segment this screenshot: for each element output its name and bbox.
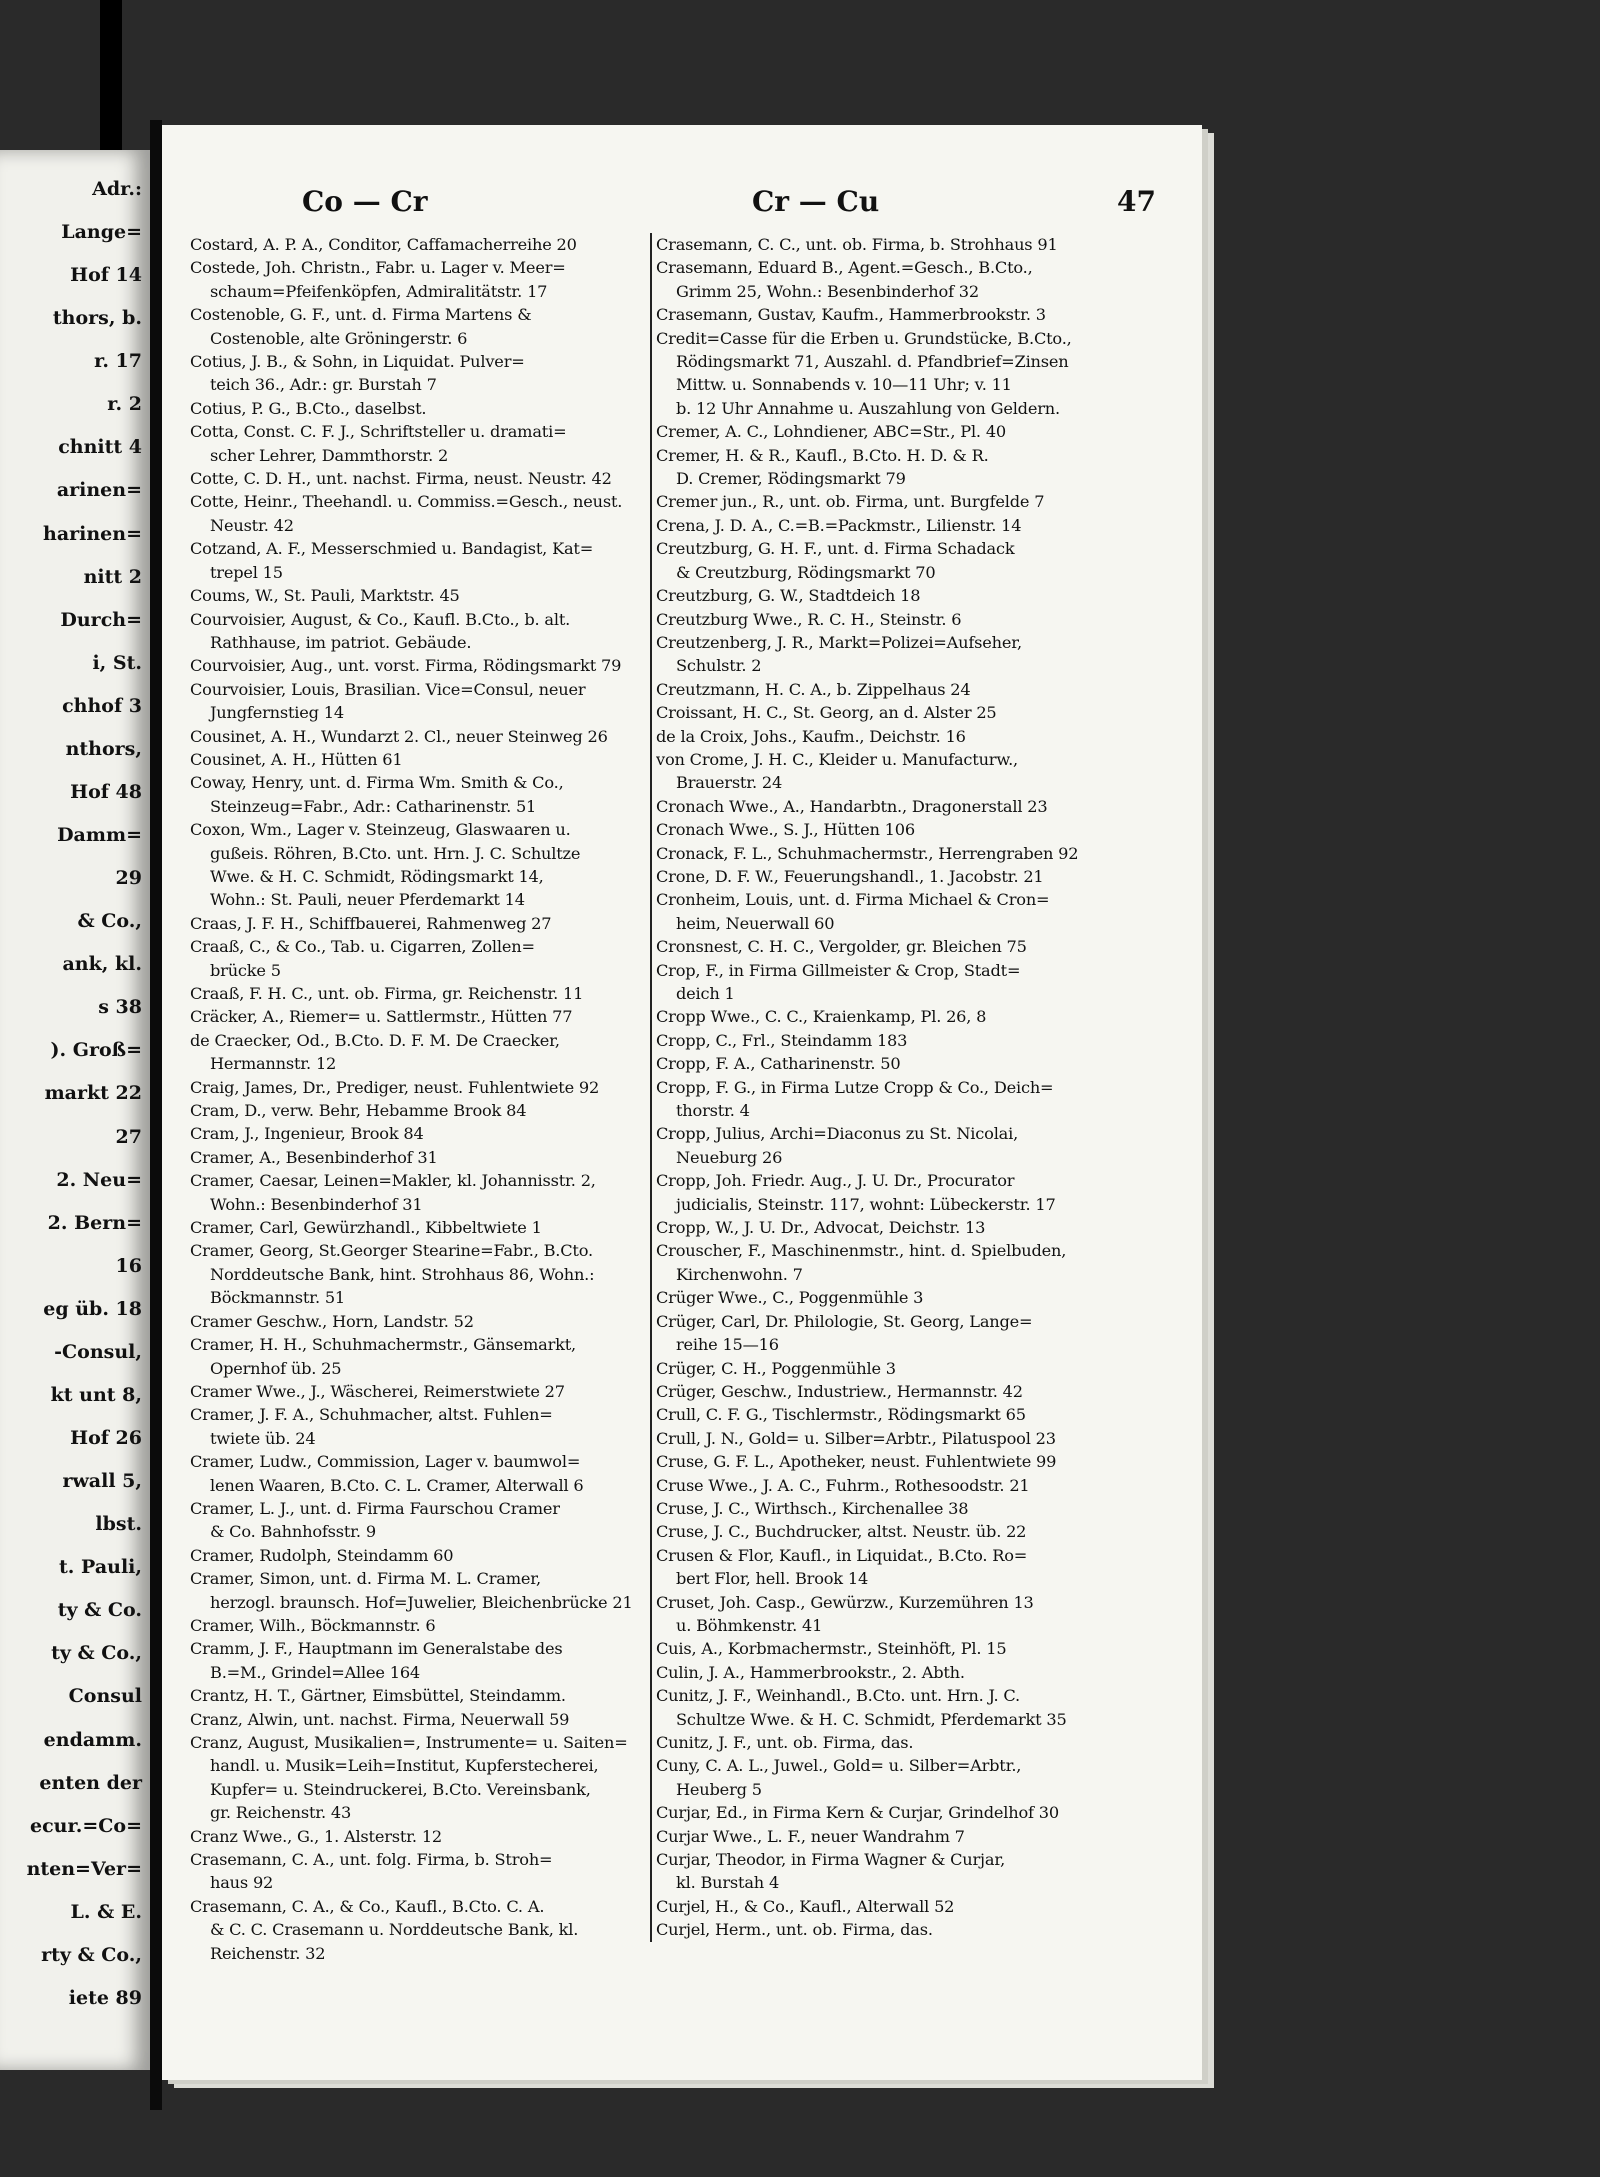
directory-entry <box>656 631 1176 678</box>
directory-entry <box>190 982 670 1005</box>
header-range-right: Cr — Cu <box>752 185 880 218</box>
directory-entry <box>190 912 670 935</box>
directory-entry <box>656 1474 1176 1497</box>
left-page-text: r. 17 <box>94 350 142 373</box>
page-header <box>162 185 1202 225</box>
entry-line: Creutzenberg, J. R., Markt=Polizei=Aufseher, <box>656 632 1022 652</box>
entry-line: b. 12 Uhr Annahme u. Auszahlung von Geldern. <box>676 398 1060 418</box>
directory-entry <box>656 748 1176 795</box>
directory-entry <box>656 842 1176 865</box>
entry-line: Cramer, Carl, Gewürzhandl., Kibbeltwiete 1 <box>190 1218 542 1238</box>
entry-line: u. Böhmkenstr. 41 <box>676 1615 823 1635</box>
entry-line: Cramer, H. H., Schuhmachermstr., Gänsemarkt, <box>190 1335 577 1355</box>
entry-line: Crouscher, F., Maschinenmstr., hint. d. Spielbuden, <box>656 1241 1067 1261</box>
directory-entry <box>190 1169 670 1216</box>
entry-line: Curjar, Ed., in Firma Kern & Curjar, Grindelhof 30 <box>656 1803 1059 1823</box>
entry-line: Cotte, C. D. H., unt. nachst. Firma, neust. Neustr. 42 <box>190 469 612 489</box>
directory-entry <box>190 584 670 607</box>
directory-entry <box>190 303 670 350</box>
directory-entry <box>656 1403 1176 1426</box>
entry-line: Cropp, Julius, Archi=Diaconus zu St. Nicolai, <box>656 1124 1019 1144</box>
left-page-text: 2. Neu= <box>56 1168 142 1191</box>
directory-entry <box>656 327 1176 421</box>
entry-line: Crop, F., in Firma Gillmeister & Crop, Stadt= <box>656 960 1021 980</box>
entry-line: teich 36., Adr.: gr. Burstah 7 <box>210 375 437 395</box>
directory-entry <box>656 1637 1176 1660</box>
left-page-text: ). Groß= <box>50 1039 142 1062</box>
left-page-text: & Co., <box>77 910 142 933</box>
entry-line: Cuny, C. A. L., Juwel., Gold= u. Silber=Arbtr., <box>656 1756 1022 1776</box>
directory-entry <box>656 1918 1176 1941</box>
entry-line: Cram, J., Ingenieur, Brook 84 <box>190 1124 424 1144</box>
left-page-text: rwall 5, <box>62 1470 142 1493</box>
directory-entry <box>190 748 670 771</box>
directory-entry <box>190 1848 670 1895</box>
entry-line: Cropp, C., Frl., Steindamm 183 <box>656 1030 908 1050</box>
directory-entry <box>190 1333 670 1380</box>
entry-line: Craaß, C., & Co., Tab. u. Cigarren, Zollen= <box>190 937 535 957</box>
left-page-text: thors, b. <box>52 307 142 330</box>
directory-page <box>162 125 1202 2080</box>
entry-line: Cramer, A., Besenbinderhof 31 <box>190 1147 438 1167</box>
entry-line: Cranz, August, Musikalien=, Instrumente= u. Saiten= <box>190 1733 628 1752</box>
directory-entry <box>656 608 1176 631</box>
entry-line: Cruset, Joh. Casp., Gewürzw., Kurzemühren 13 <box>656 1592 1034 1612</box>
left-page-text: lbst. <box>95 1513 142 1536</box>
directory-entry <box>190 467 670 490</box>
entry-line: Creutzmann, H. C. A., b. Zippelhaus 24 <box>656 679 971 699</box>
entry-line: Reichenstr. 32 <box>210 1943 326 1963</box>
spine-bar <box>100 0 122 150</box>
entry-line: Cotius, P. G., B.Cto., daselbst. <box>190 398 427 418</box>
page-gutter <box>150 120 162 2110</box>
left-page-text: markt 22 <box>44 1082 142 1105</box>
left-page-text: ank, kl. <box>62 953 142 976</box>
entry-line: Cropp, F. G., in Firma Lutze Cropp & Co., Deich= <box>656 1077 1054 1097</box>
entry-line: Craig, James, Dr., Prediger, neust. Fuhlentwiete 92 <box>190 1077 600 1097</box>
entry-line: Credit=Casse für die Erben u. Grundstücke, B.Cto., <box>656 328 1072 348</box>
entry-line: Brauerstr. 24 <box>676 773 783 793</box>
directory-entry <box>190 1310 670 1333</box>
entry-line: Costard, A. P. A., Conditor, Caffamacherreihe 20 <box>190 235 577 254</box>
entry-line: Courvoisier, August, & Co., Kaufl. B.Cto., b. alt. <box>190 609 571 629</box>
left-page-text: Hof 26 <box>70 1427 142 1450</box>
entry-line: Schulstr. 2 <box>676 656 762 676</box>
entry-line: Cramer, Wilh., Böckmannstr. 6 <box>190 1615 436 1635</box>
entry-line: Crüger, Carl, Dr. Philologie, St. Georg, Lange= <box>656 1311 1033 1331</box>
entry-line: Costede, Joh. Christn., Fabr. u. Lager v. Meer= <box>190 258 566 278</box>
directory-entry <box>190 818 670 912</box>
entry-line: Coxon, Wm., Lager v. Steinzeug, Glaswaaren u. <box>190 820 571 840</box>
entry-line: Cramer Geschw., Horn, Landstr. 52 <box>190 1311 474 1331</box>
directory-entry <box>190 1825 670 1848</box>
entry-line: Crasemann, C. C., unt. ob. Firma, b. Strohhaus 91 <box>656 235 1058 254</box>
left-page-text: i, St. <box>92 651 142 674</box>
entry-line: brücke 5 <box>210 960 281 980</box>
directory-entry <box>656 865 1176 888</box>
directory-entry <box>656 1380 1176 1403</box>
left-page-text: enten der <box>39 1771 142 1794</box>
entry-line: Cropp, Joh. Friedr. Aug., J. U. Dr., Procurator <box>656 1171 1015 1191</box>
left-page-text: nten=Ver= <box>26 1857 142 1880</box>
entry-line: haus 92 <box>210 1873 274 1893</box>
entry-line: Cremer, A. C., Lohndiener, ABC=Str., Pl. 40 <box>656 422 1007 442</box>
entry-line: Cräcker, A., Riemer= u. Sattlermstr., Hütten 77 <box>190 1007 573 1027</box>
directory-entry <box>656 420 1176 443</box>
entry-line: Curjar, Theodor, in Firma Wagner & Curjar, <box>656 1850 1006 1870</box>
directory-entry <box>190 256 670 303</box>
left-page-text: kt unt 8, <box>50 1383 142 1406</box>
entry-line: Crusen & Flor, Kaufl., in Liquidat., B.Cto. Ro= <box>656 1545 1028 1565</box>
entry-line: Curjar Wwe., L. F., neuer Wandrahm 7 <box>656 1826 965 1846</box>
entry-line: & Co. Bahnhofsstr. 9 <box>210 1522 376 1542</box>
directory-entry <box>190 1684 670 1707</box>
entry-line: Cramer, Georg, St.Georger Stearine=Fabr., B.Cto. <box>190 1241 593 1261</box>
directory-entry <box>190 1497 670 1544</box>
entry-line: Crantz, H. T., Gärtner, Eimsbüttel, Steindamm. <box>190 1686 566 1706</box>
entry-line: Crasemann, Gustav, Kaufm., Hammerbrookstr. 3 <box>656 305 1046 325</box>
entry-line: Wohn.: Besenbinderhof 31 <box>210 1194 423 1214</box>
directory-entry <box>656 1122 1176 1169</box>
entry-line: deich 1 <box>676 984 735 1003</box>
entry-line: Cremer, H. & R., Kaufl., B.Cto. H. D. & R. <box>656 445 989 465</box>
entry-line: Schultze Wwe. & H. C. Schmidt, Pferdemarkt 35 <box>676 1709 1067 1729</box>
directory-entry <box>190 1544 670 1567</box>
entry-line: thorstr. 4 <box>676 1101 750 1121</box>
left-page-fragment <box>0 150 150 2070</box>
directory-entry <box>656 490 1176 513</box>
directory-entry <box>190 1216 670 1239</box>
left-page-text: ty & Co., <box>51 1642 142 1665</box>
left-page-text: endamm. <box>43 1728 142 1751</box>
left-page-text: s 38 <box>98 996 142 1019</box>
directory-entry <box>190 397 670 420</box>
entry-line: & Creutzburg, Rödingsmarkt 70 <box>676 562 936 582</box>
directory-entry <box>190 537 670 584</box>
entry-line: Creutzburg, G. H. F., unt. d. Firma Schadack <box>656 539 1015 559</box>
entry-line: Cramer, Caesar, Leinen=Makler, kl. Johannisstr. 2, <box>190 1171 596 1191</box>
entry-line: Cruse Wwe., J. A. C., Fuhrm., Rothesoodstr. 21 <box>656 1475 1030 1495</box>
entry-line: gr. Reichenstr. 43 <box>210 1803 352 1823</box>
entry-line: Grimm 25, Wohn.: Besenbinderhof 32 <box>676 281 979 301</box>
entry-line: Coway, Henry, unt. d. Firma Wm. Smith & Co., <box>190 773 564 793</box>
entry-line: Crull, C. F. G., Tischlermstr., Rödingsmarkt 65 <box>656 1405 1026 1425</box>
left-column <box>190 233 670 1965</box>
left-page-text: L. & E. <box>70 1900 142 1923</box>
entry-line: Coums, W., St. Pauli, Marktstr. 45 <box>190 586 460 606</box>
left-page-text: nitt 2 <box>83 565 142 588</box>
header-range-left: Co — Cr <box>302 185 428 218</box>
directory-entry <box>190 1731 670 1825</box>
directory-entry <box>656 1661 1176 1684</box>
entry-line: Cremer jun., R., unt. ob. Firma, unt. Burgfelde 7 <box>656 492 1045 512</box>
left-page-text: ty & Co. <box>57 1599 142 1622</box>
directory-entry <box>656 1825 1176 1848</box>
entry-line: Cramer Wwe., J., Wäscherei, Reimerstwiete 27 <box>190 1381 565 1401</box>
directory-entry <box>656 888 1176 935</box>
entry-line: Cram, D., verw. Behr, Hebamme Brook 84 <box>190 1101 527 1121</box>
left-page-text: chnitt 4 <box>58 436 142 459</box>
entry-line: Neustr. 42 <box>210 515 294 535</box>
entry-line: kl. Burstah 4 <box>676 1873 780 1893</box>
directory-entry <box>656 1591 1176 1638</box>
entry-line: Culin, J. A., Hammerbrookstr., 2. Abth. <box>656 1662 965 1682</box>
directory-entry <box>656 303 1176 326</box>
directory-entry <box>190 1450 670 1497</box>
directory-entry <box>656 537 1176 584</box>
entry-line: Cotzand, A. F., Messerschmied u. Bandagist, Kat= <box>190 539 594 559</box>
entry-line: Cranz Wwe., G., 1. Alsterstr. 12 <box>190 1826 443 1846</box>
directory-entry <box>190 935 670 982</box>
entry-line: Courvoisier, Louis, Brasilian. Vice=Consul, neuer <box>190 679 586 699</box>
entry-line: Craaß, F. H. C., unt. ob. Firma, gr. Reichenstr. 11 <box>190 984 584 1003</box>
entry-line: Cousinet, A. H., Wundarzt 2. Cl., neuer Steinweg 26 <box>190 726 608 746</box>
entry-line: Cramer, J. F. A., Schuhmacher, altst. Fuhlen= <box>190 1405 553 1425</box>
entry-line: Cronach Wwe., A., Handarbtn., Dragonerstall 23 <box>656 796 1048 816</box>
entry-line: Mittw. u. Sonnabends v. 10—11 Uhr; v. 11 <box>676 375 1012 395</box>
entry-line: Opernhof üb. 25 <box>210 1358 342 1378</box>
entry-line: Croissant, H. C., St. Georg, an d. Alster 25 <box>656 703 997 723</box>
entry-line: Heuberg 5 <box>676 1779 762 1799</box>
directory-entry <box>656 1497 1176 1520</box>
entry-line: Hermannstr. 12 <box>210 1054 337 1074</box>
directory-entry <box>190 1567 670 1614</box>
entry-line: Crasemann, Eduard B., Agent.=Gesch., B.Cto., <box>656 258 1033 278</box>
directory-entry <box>656 1754 1176 1801</box>
entry-line: Cotius, J. B., & Sohn, in Liquidat. Pulver= <box>190 352 525 372</box>
entry-line: de Craecker, Od., B.Cto. D. F. M. De Craecker, <box>190 1030 560 1050</box>
directory-entry <box>656 959 1176 1006</box>
entry-line: Rödingsmarkt 71, Auszahl. d. Pfandbrief=Zinsen <box>676 352 1069 372</box>
entry-line: Cunitz, J. F., unt. ob. Firma, das. <box>656 1733 914 1752</box>
left-page-text: t. Pauli, <box>59 1556 142 1579</box>
directory-entry <box>190 1708 670 1731</box>
entry-line: lenen Waaren, B.Cto. C. L. Cramer, Alterwall 6 <box>210 1475 584 1495</box>
entry-line: Cropp, W., J. U. Dr., Advocat, Deichstr. 13 <box>656 1218 986 1238</box>
entry-line: Cranz, Alwin, unt. nachst. Firma, Neuerwall 59 <box>190 1709 570 1729</box>
entry-line: Costenoble, alte Gröningerstr. 6 <box>210 328 468 348</box>
left-page-text: harinen= <box>43 522 142 545</box>
directory-entry <box>190 1099 670 1122</box>
entry-line: Jungfernstieg 14 <box>210 703 344 723</box>
directory-entry <box>190 608 670 655</box>
entry-line: Steinzeug=Fabr., Adr.: Catharinenstr. 51 <box>210 796 537 816</box>
directory-entry <box>190 350 670 397</box>
entry-line: herzogl. braunsch. Hof=Juwelier, Bleichenbrücke 21 <box>210 1592 633 1612</box>
directory-entry <box>656 1239 1176 1286</box>
directory-entry <box>656 1005 1176 1028</box>
directory-entry <box>656 678 1176 701</box>
entry-line: B.=M., Grindel=Allee 164 <box>210 1662 421 1682</box>
directory-entry <box>190 725 670 748</box>
directory-entry <box>656 584 1176 607</box>
directory-entry <box>190 1239 670 1309</box>
directory-entry <box>190 1403 670 1450</box>
entry-line: Cruse, G. F. L., Apotheker, neust. Fuhlentwiete 99 <box>656 1452 1057 1472</box>
entry-line: Cotte, Heinr., Theehandl. u. Commiss.=Gesch., neust. <box>190 492 623 512</box>
left-page-text: rty & Co., <box>41 1943 142 1966</box>
left-page-text: Durch= <box>60 608 142 631</box>
entry-line: Cropp Wwe., C. C., Kraienkamp, Pl. 26, 8 <box>656 1007 987 1027</box>
entry-line: Cruse, J. C., Wirthsch., Kirchenallee 38 <box>656 1498 969 1518</box>
left-page-text: nthors, <box>65 737 142 760</box>
left-page-text: 27 <box>115 1125 142 1148</box>
directory-entry <box>656 233 1176 256</box>
entry-line: heim, Neuerwall 60 <box>676 913 835 933</box>
left-page-text: chhof 3 <box>62 694 142 717</box>
directory-entry <box>190 1380 670 1403</box>
directory-entry <box>656 444 1176 491</box>
entry-line: scher Lehrer, Dammthorstr. 2 <box>210 445 449 465</box>
directory-entry <box>656 1357 1176 1380</box>
directory-entry <box>656 1848 1176 1895</box>
entry-line: Curjel, H., & Co., Kaufl., Alterwall 52 <box>656 1896 955 1916</box>
entry-line: Norddeutsche Bank, hint. Strohhaus 86, Wohn.: <box>210 1264 595 1284</box>
entry-line: judicialis, Steinstr. 117, wohnt: Lübeckerstr. 17 <box>676 1194 1056 1214</box>
entry-line: Crull, J. N., Gold= u. Silber=Arbtr., Pilatuspool 23 <box>656 1428 1056 1448</box>
left-page-text: Hof 14 <box>70 264 142 287</box>
directory-entry <box>190 1614 670 1637</box>
entry-line: Crone, D. F. W., Feuerungshandl., 1. Jacobstr. 21 <box>656 866 1044 886</box>
directory-entry <box>190 678 670 725</box>
entry-line: Wohn.: St. Pauli, neuer Pferdemarkt 14 <box>210 890 525 910</box>
directory-entry <box>656 725 1176 748</box>
entry-line: de la Croix, Johs., Kaufm., Deichstr. 16 <box>656 726 966 746</box>
directory-entry <box>190 654 670 677</box>
directory-entry <box>656 256 1176 303</box>
directory-entry <box>656 818 1176 841</box>
directory-entry <box>190 1146 670 1169</box>
entry-line: Kupfer= u. Steindruckerei, B.Cto. Vereinsbank, <box>210 1779 591 1799</box>
directory-entry <box>190 771 670 818</box>
directory-entry <box>656 1076 1176 1123</box>
directory-entry <box>190 1637 670 1684</box>
directory-entry <box>656 701 1176 724</box>
left-page-text: 29 <box>115 867 142 890</box>
entry-line: Costenoble, G. F., unt. d. Firma Martens & <box>190 305 532 325</box>
page-number: 47 <box>1117 185 1156 218</box>
directory-entry <box>190 233 670 256</box>
directory-entry <box>656 1731 1176 1754</box>
entry-line: & C. C. Crasemann u. Norddeutsche Bank, kl. <box>210 1920 579 1940</box>
entry-line: Creutzburg Wwe., R. C. H., Steinstr. 6 <box>656 609 962 629</box>
entry-line: gußeis. Röhren, B.Cto. unt. Hrn. J. C. Schultze <box>210 843 581 863</box>
directory-entry <box>190 420 670 467</box>
entry-line: Creutzburg, G. W., Stadtdeich 18 <box>656 586 921 606</box>
entry-line: Cronheim, Louis, unt. d. Firma Michael & Cron= <box>656 890 1050 910</box>
left-page-text: Lange= <box>61 221 142 244</box>
entry-line: Rathhause, im patriot. Gebäude. <box>210 632 472 652</box>
left-page-text: Adr.: <box>92 178 142 200</box>
entry-line: Cotta, Const. C. F. J., Schriftsteller u. dramati= <box>190 422 567 442</box>
directory-entry <box>190 1029 670 1076</box>
directory-entry <box>656 1684 1176 1731</box>
entry-line: D. Cremer, Rödingsmarkt 79 <box>676 469 906 489</box>
entry-line: Cramer, Rudolph, Steindamm 60 <box>190 1545 454 1565</box>
directory-entry <box>656 1310 1176 1357</box>
entry-line: handl. u. Musik=Leih=Institut, Kupferstecherei, <box>210 1756 599 1776</box>
entry-line: Kirchenwohn. 7 <box>676 1264 803 1284</box>
entry-line: Crena, J. D. A., C.=B.=Packmstr., Lilienstr. 14 <box>656 515 1022 535</box>
left-page-text: Damm= <box>57 824 142 847</box>
entry-line: Crüger, Geschw., Industriew., Hermannstr. 42 <box>656 1381 1023 1401</box>
left-page-text: Hof 48 <box>70 780 142 803</box>
left-page-text: iete 89 <box>68 1986 142 2009</box>
entry-line: Wwe. & H. C. Schmidt, Rödingsmarkt 14, <box>210 866 544 886</box>
entry-line: Crüger Wwe., C., Poggenmühle 3 <box>656 1288 924 1308</box>
directory-entry <box>190 1005 670 1028</box>
entry-line: Courvoisier, Aug., unt. vorst. Firma, Rödingsmarkt 79 <box>190 656 622 676</box>
directory-entry <box>656 1450 1176 1473</box>
entry-line: schaum=Pfeifenköpfen, Admiralitätstr. 17 <box>210 281 548 301</box>
left-page-text: ecur.=Co= <box>30 1814 142 1837</box>
entry-line: Neueburg 26 <box>676 1147 783 1167</box>
left-page-text: 16 <box>115 1254 142 1277</box>
left-page-text: 2. Bern= <box>47 1211 142 1234</box>
entry-line: Cramer, L. J., unt. d. Firma Faurschou Cramer <box>190 1498 560 1518</box>
entry-line: bert Flor, hell. Brook 14 <box>676 1569 869 1589</box>
entry-line: Cronsnest, C. H. C., Vergolder, gr. Bleichen 75 <box>656 937 1027 957</box>
entry-line: Cronach Wwe., S. J., Hütten 106 <box>656 820 915 840</box>
right-column <box>650 233 1176 1942</box>
entry-line: trepel 15 <box>210 562 283 582</box>
directory-entry <box>656 935 1176 958</box>
left-page-text: Consul <box>68 1685 142 1708</box>
left-page-text: arinen= <box>56 479 142 502</box>
entry-line: Crüger, C. H., Poggenmühle 3 <box>656 1358 896 1378</box>
directory-entry <box>656 1895 1176 1918</box>
left-page-text: r. 2 <box>107 393 142 416</box>
left-page-text: eg üb. 18 <box>43 1297 142 1320</box>
entry-line: Craas, J. F. H., Schiffbauerei, Rahmenweg 27 <box>190 913 552 933</box>
directory-entry <box>190 1122 670 1145</box>
directory-entry <box>656 1427 1176 1450</box>
entry-line: reihe 15—16 <box>676 1335 779 1355</box>
directory-entry <box>656 1169 1176 1216</box>
directory-entry <box>656 1286 1176 1309</box>
entry-line: Cropp, F. A., Catharinenstr. 50 <box>656 1054 901 1074</box>
entry-line: Cramer, Simon, unt. d. Firma M. L. Cramer, <box>190 1569 541 1589</box>
entry-line: Cramer, Ludw., Commission, Lager v. baumwol= <box>190 1452 581 1472</box>
entry-line: Crasemann, C. A., & Co., Kaufl., B.Cto. C. A. <box>190 1896 545 1916</box>
directory-entry <box>656 1544 1176 1591</box>
entry-line: Cuis, A., Korbmachermstr., Steinhöft, Pl. 15 <box>656 1639 1007 1659</box>
directory-entry <box>656 1052 1176 1075</box>
entry-line: twiete üb. 24 <box>210 1428 316 1448</box>
entry-line: Cousinet, A. H., Hütten 61 <box>190 749 403 769</box>
entry-line: Cronack, F. L., Schuhmachermstr., Herrengraben 92 <box>656 843 1079 863</box>
entry-line: Cramm, J. F., Hauptmann im Generalstabe des <box>190 1639 563 1659</box>
directory-entry <box>656 795 1176 818</box>
directory-entry <box>656 1520 1176 1543</box>
entry-line: Cunitz, J. F., Weinhandl., B.Cto. unt. Hrn. J. C. <box>656 1686 1020 1706</box>
directory-entry <box>656 1029 1176 1052</box>
directory-entry <box>190 1076 670 1099</box>
directory-entry <box>656 1801 1176 1824</box>
entry-line: Curjel, Herm., unt. ob. Firma, das. <box>656 1920 933 1940</box>
entry-line: Cruse, J. C., Buchdrucker, altst. Neustr. üb. 22 <box>656 1522 1027 1542</box>
entry-line: Crasemann, C. A., unt. folg. Firma, b. Stroh= <box>190 1850 553 1870</box>
entry-line: Böckmannstr. 51 <box>210 1288 346 1308</box>
directory-entry <box>190 1895 670 1965</box>
directory-entry <box>656 1216 1176 1239</box>
directory-entry <box>190 490 670 537</box>
directory-entry <box>656 514 1176 537</box>
left-page-text: -Consul, <box>54 1340 142 1363</box>
entry-line: von Crome, J. H. C., Kleider u. Manufacturw., <box>656 749 1018 769</box>
